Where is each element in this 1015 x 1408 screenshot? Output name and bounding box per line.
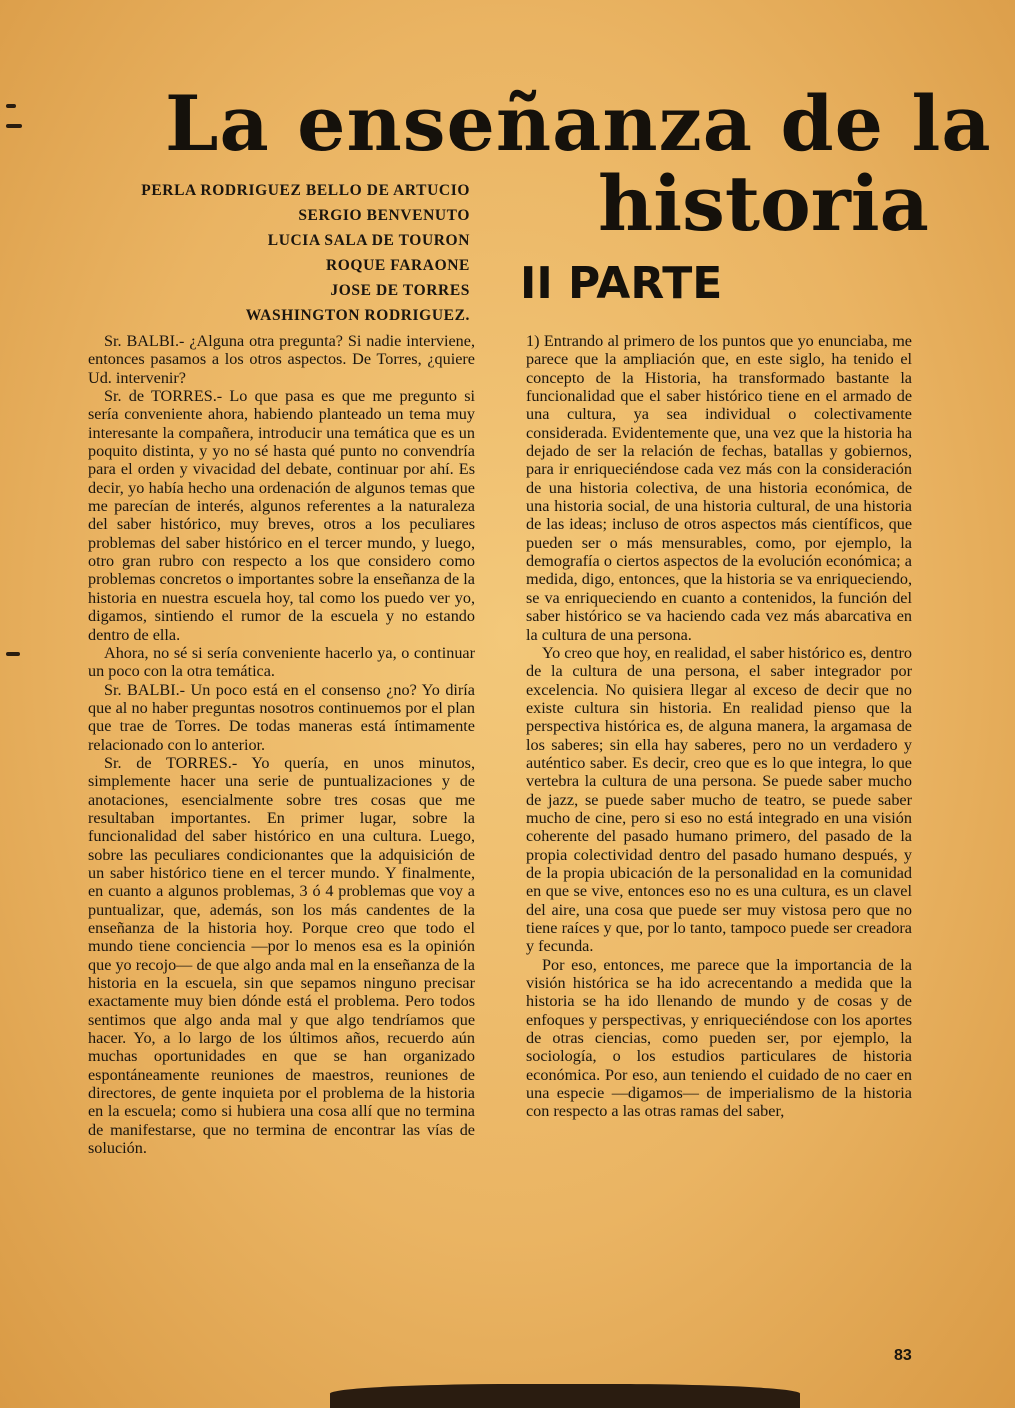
left-text-column bbox=[88, 332, 475, 1157]
paragraph: Yo creo que hoy, en realidad, el saber histórico es, dentro de la cultura de una persona, el saber integrador por excelencia. No quisiera llegar al exceso de decir que no existe cultura sin historia. En realidad pienso que la perspectiva histórica es, de alguna manera, la argamasa de los saberes; sin ella hay saberes, pero no un verdadero y auténtico saber. Es decir, creo que es lo que integra, lo que vertebra la cultura de una persona. Se puede saber mucho de jazz, se puede saber mucho de teatro, se puede saber mucho de cine, pero si eso no está integrado en una visión coherente del pasado humano primero, del pasado de la propia colectividad dentro del pasado humano después, y de la propia ubicación de la personalidad en la comunidad en que se vive, entonces eso no es una cultura, es un clavel del aire, una cosa que puede ser muy vistosa pero que no tiene raíces y que, por lo tanto, tampoco puede ser creadora y fecunda. bbox=[526, 643, 912, 956]
paragraph: Sr. de TORRES.- Lo que pasa es que me pregunto si sería conveniente ahora, habiendo planteado un tema muy interesante la compañera, introducir una temática que es un poquito distinta, y yo no sé hasta qué punto no convendría para el orden y vivacidad del debate, continuar por ahí. Es decir, yo había hecho una ordenación de algunos temas que me parecían de interés, algunos referentes a la naturaleza del saber histórico, muy breves, otros a los peculiares problemas del saber histórico en el tercer mundo, y luego, otro gran rubro con respecto a los que considero como problemas concretos o importantes sobre la enseñanza de la historia en nuestra escuela hoy, tal como los puedo ver yo, digamos, sintiendo el rumor de la escuela y no estando dentro de ella. bbox=[88, 387, 475, 644]
article-title-line1: La enseñanza de la bbox=[165, 79, 992, 168]
author-name: JOSE DE TORRES bbox=[330, 282, 470, 299]
paragraph: Ahora, no sé si sería conveniente hacerlo ya, o continuar un poco con la otra temática. bbox=[88, 643, 475, 681]
right-text-column bbox=[526, 332, 912, 1121]
paragraph: 1) Entrando al primero de los puntos que yo enunciaba, me parece que la ampliación que, en este siglo, ha tenido el concepto de la Historia, ha transformado bastante la funcionalidad que el saber histórico tiene en el armado de una cultura, ya sea individual o colectivamente considerada. Evidentemente que, una vez que la historia ha dejado de ser la relación de fechas, batallas y gobiernos, para ir enriqueciéndose cada vez más con la consideración de una historia colectiva, de una historia económica, de una historia social, de una historia cultural, de una historia de las ideas; incluso de otros aspectos más científicos, que pueden ser o más mensurables, como, por ejemplo, la demografía o ciertos aspectos de la evolución económica; a medida, digo, entonces, que la historia se va enriqueciendo, se va enriqueciendo en cuanto a contenidos, la función del saber histórico se va haciendo cada vez más abarcativa en la cultura de una persona. bbox=[526, 332, 912, 644]
paragraph: Sr. BALBI.- ¿Alguna otra pregunta? Si nadie interviene, entonces pasamos a los otros aspectos. De Torres, ¿quiere Ud. intervenir? bbox=[88, 332, 475, 387]
edge-mark bbox=[6, 104, 16, 108]
author-name: LUCIA SALA DE TOURON bbox=[267, 232, 470, 249]
article-title-line2: historia bbox=[598, 159, 929, 248]
author-list bbox=[90, 178, 470, 328]
author-name: WASHINGTON RODRIGUEZ. bbox=[245, 307, 470, 324]
paragraph: Sr. de TORRES.- Yo quería, en unos minutos, simplemente hacer una serie de puntualizaciones y de anotaciones, esencialmente sobre tres cosas que me resultaban importantes. En primer lugar, sobre la funcionalidad del saber histórico en una cultura. Luego, sobre las peculiares condicionantes que la adquisición de un saber histórico tiene en el tercer mundo. Y finalmente, en cuanto a algunos problemas, 3 ó 4 problemas que voy a puntualizar, que, además, son los más candentes de la enseñanza de la historia hoy. Porque creo que todo el mundo tiene conciencia —por lo menos esa es la opinión que yo recojo— de que algo anda mal en la enseñanza de la historia en la escuela, sin que sepamos ninguno precisar exactamente muy bien dónde está el problema. Pero todos sentimos que algo anda mal y que algo tendríamos que hacer. Yo, a lo largo de los últimos años, recuerdo aún muchas oportunidades en que se han organizado espontáneamente reuniones de maestros, reuniones de directores, de gente inquieta por el problema de la historia en la escuela; como si hubiera una cosa allí que no termina de manifestarse, que no termina de encontrar las vías de solución. bbox=[88, 753, 475, 1158]
bottom-edge-stain bbox=[330, 1384, 800, 1408]
page-number: 83 bbox=[894, 1347, 912, 1364]
edge-mark bbox=[6, 124, 22, 128]
edge-mark bbox=[6, 652, 20, 656]
paragraph: Por eso, entonces, me parece que la importancia de la visión histórica se ha ido acrecentando a medida que la historia se ha ido llenando de mundo y de cosas y de enfoques y perspectivas, y enriqueciéndose con los aportes de otras ciencias, como pueden ser, por ejemplo, la sociología, o los estudios particulares de historia económica. Por eso, aun teniendo el cuidado de no caer en una especie —digamos— de imperialismo de la historia con respecto a las otras ramas del saber, bbox=[526, 955, 912, 1121]
author-name: PERLA RODRIGUEZ BELLO DE ARTUCIO bbox=[141, 182, 470, 199]
author-name: ROQUE FARAONE bbox=[325, 257, 470, 274]
paragraph: Sr. BALBI.- Un poco está en el consenso ¿no? Yo diría que al no haber preguntas nosotros continuemos por el plan que trae de Torres. De todas maneras está íntimamente relacionado con lo anterior. bbox=[88, 680, 475, 754]
article-part-label: II PARTE bbox=[520, 258, 723, 309]
author-name: SERGIO BENVENUTO bbox=[298, 207, 470, 224]
